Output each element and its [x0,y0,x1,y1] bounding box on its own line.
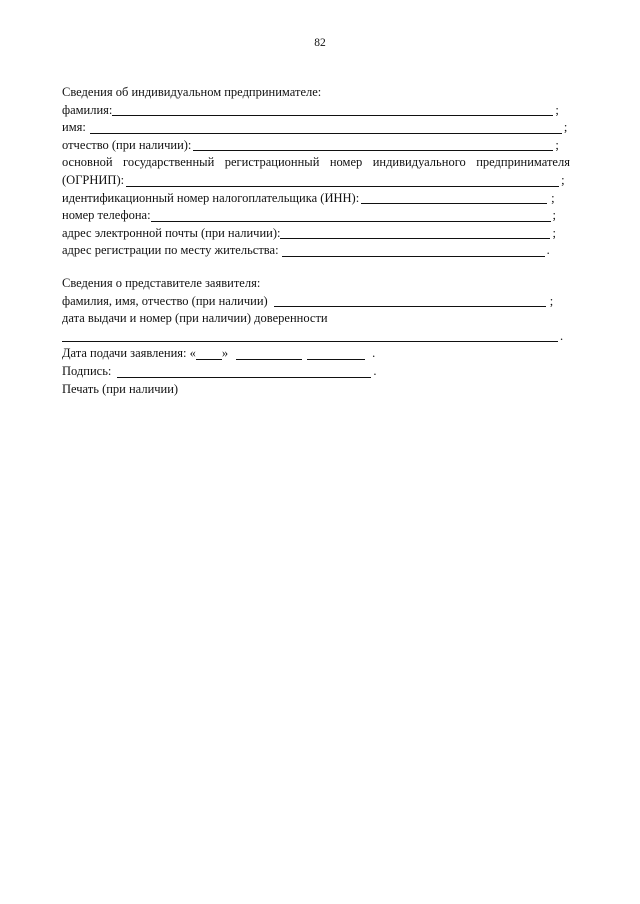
ogrnip-field[interactable] [126,175,559,187]
application-day-field[interactable] [196,348,222,360]
signature-row [62,363,570,381]
ogrnip-label: (ОГРНИП): [62,172,125,187]
ogrnip-caption-row [62,154,570,172]
inn-row [62,190,570,208]
ogrnip-word: индивидуального [372,155,466,170]
phone-label: номер телефона: [62,208,151,223]
representative-fio-label: фамилия, имя, отчество (при наличии) [62,293,268,308]
proxy-field[interactable] [62,330,558,342]
phone-row [62,207,570,225]
inn-field[interactable] [361,192,547,204]
name-label: имя: [62,120,86,135]
application-year-field[interactable] [307,348,365,360]
application-date-quote: » [221,346,229,361]
application-date-label: Дата подачи заявления: « [62,346,196,361]
ogrnip-word: основной [62,155,113,170]
surname-field[interactable] [112,104,553,116]
address-terminator: . [546,243,550,258]
email-row [62,225,570,243]
email-field[interactable] [280,227,550,239]
representative-heading: Сведения о представителе заявителя: [62,276,261,290]
representative-fio-field[interactable] [274,295,546,307]
name-terminator: ; [563,120,568,135]
proxy-row [62,328,570,346]
phone-terminator: ; [552,208,557,223]
seal-label: Печать (при наличии) [62,381,179,396]
ogrnip-word: регистрационный [224,155,320,170]
email-terminator: ; [552,225,556,240]
proxy-label: дата выдачи и номер (при наличии) доверенности [62,311,328,326]
signature-terminator: . [373,363,377,378]
patronymic-terminator: ; [555,137,559,152]
name-row [62,119,570,137]
surname-row [62,102,570,120]
representative-fio-row [62,293,570,311]
inn-label: идентификационный номер налогоплательщика (ИНН): [62,190,360,205]
ogrnip-word: государственный [123,155,215,170]
patronymic-field[interactable] [193,139,553,151]
application-date-terminator: . [372,346,376,361]
address-label: адрес регистрации по месту жительства: [62,243,279,258]
application-date-row [62,345,570,363]
patronymic-label: отчество (при наличии): [62,137,192,152]
ogrnip-terminator: ; [561,172,565,187]
address-row [62,242,570,260]
address-field[interactable] [282,245,545,257]
page-number: 82 [314,37,326,49]
name-field[interactable] [90,122,562,134]
representative-section [62,275,570,398]
surname-label: фамилия: [62,102,113,117]
representative-fio-terminator: ; [549,293,554,308]
ogrnip-row [62,172,570,190]
email-label: адрес электронной почты (при наличии): [62,225,281,240]
surname-terminator: ; [555,102,559,117]
ogrnip-word: предпринимателя [476,155,570,170]
patronymic-row [62,137,570,155]
proxy-terminator: . [560,328,564,343]
phone-field[interactable] [151,210,551,222]
inn-terminator: ; [551,190,555,205]
ogrnip-word: номер [329,155,363,170]
entrepreneur-section [62,84,570,260]
application-month-field[interactable] [236,348,302,360]
signature-field[interactable] [117,366,371,378]
entrepreneur-heading: Сведения об индивидуальном предпринимателе: [62,85,322,99]
signature-label: Подпись: [62,363,112,378]
